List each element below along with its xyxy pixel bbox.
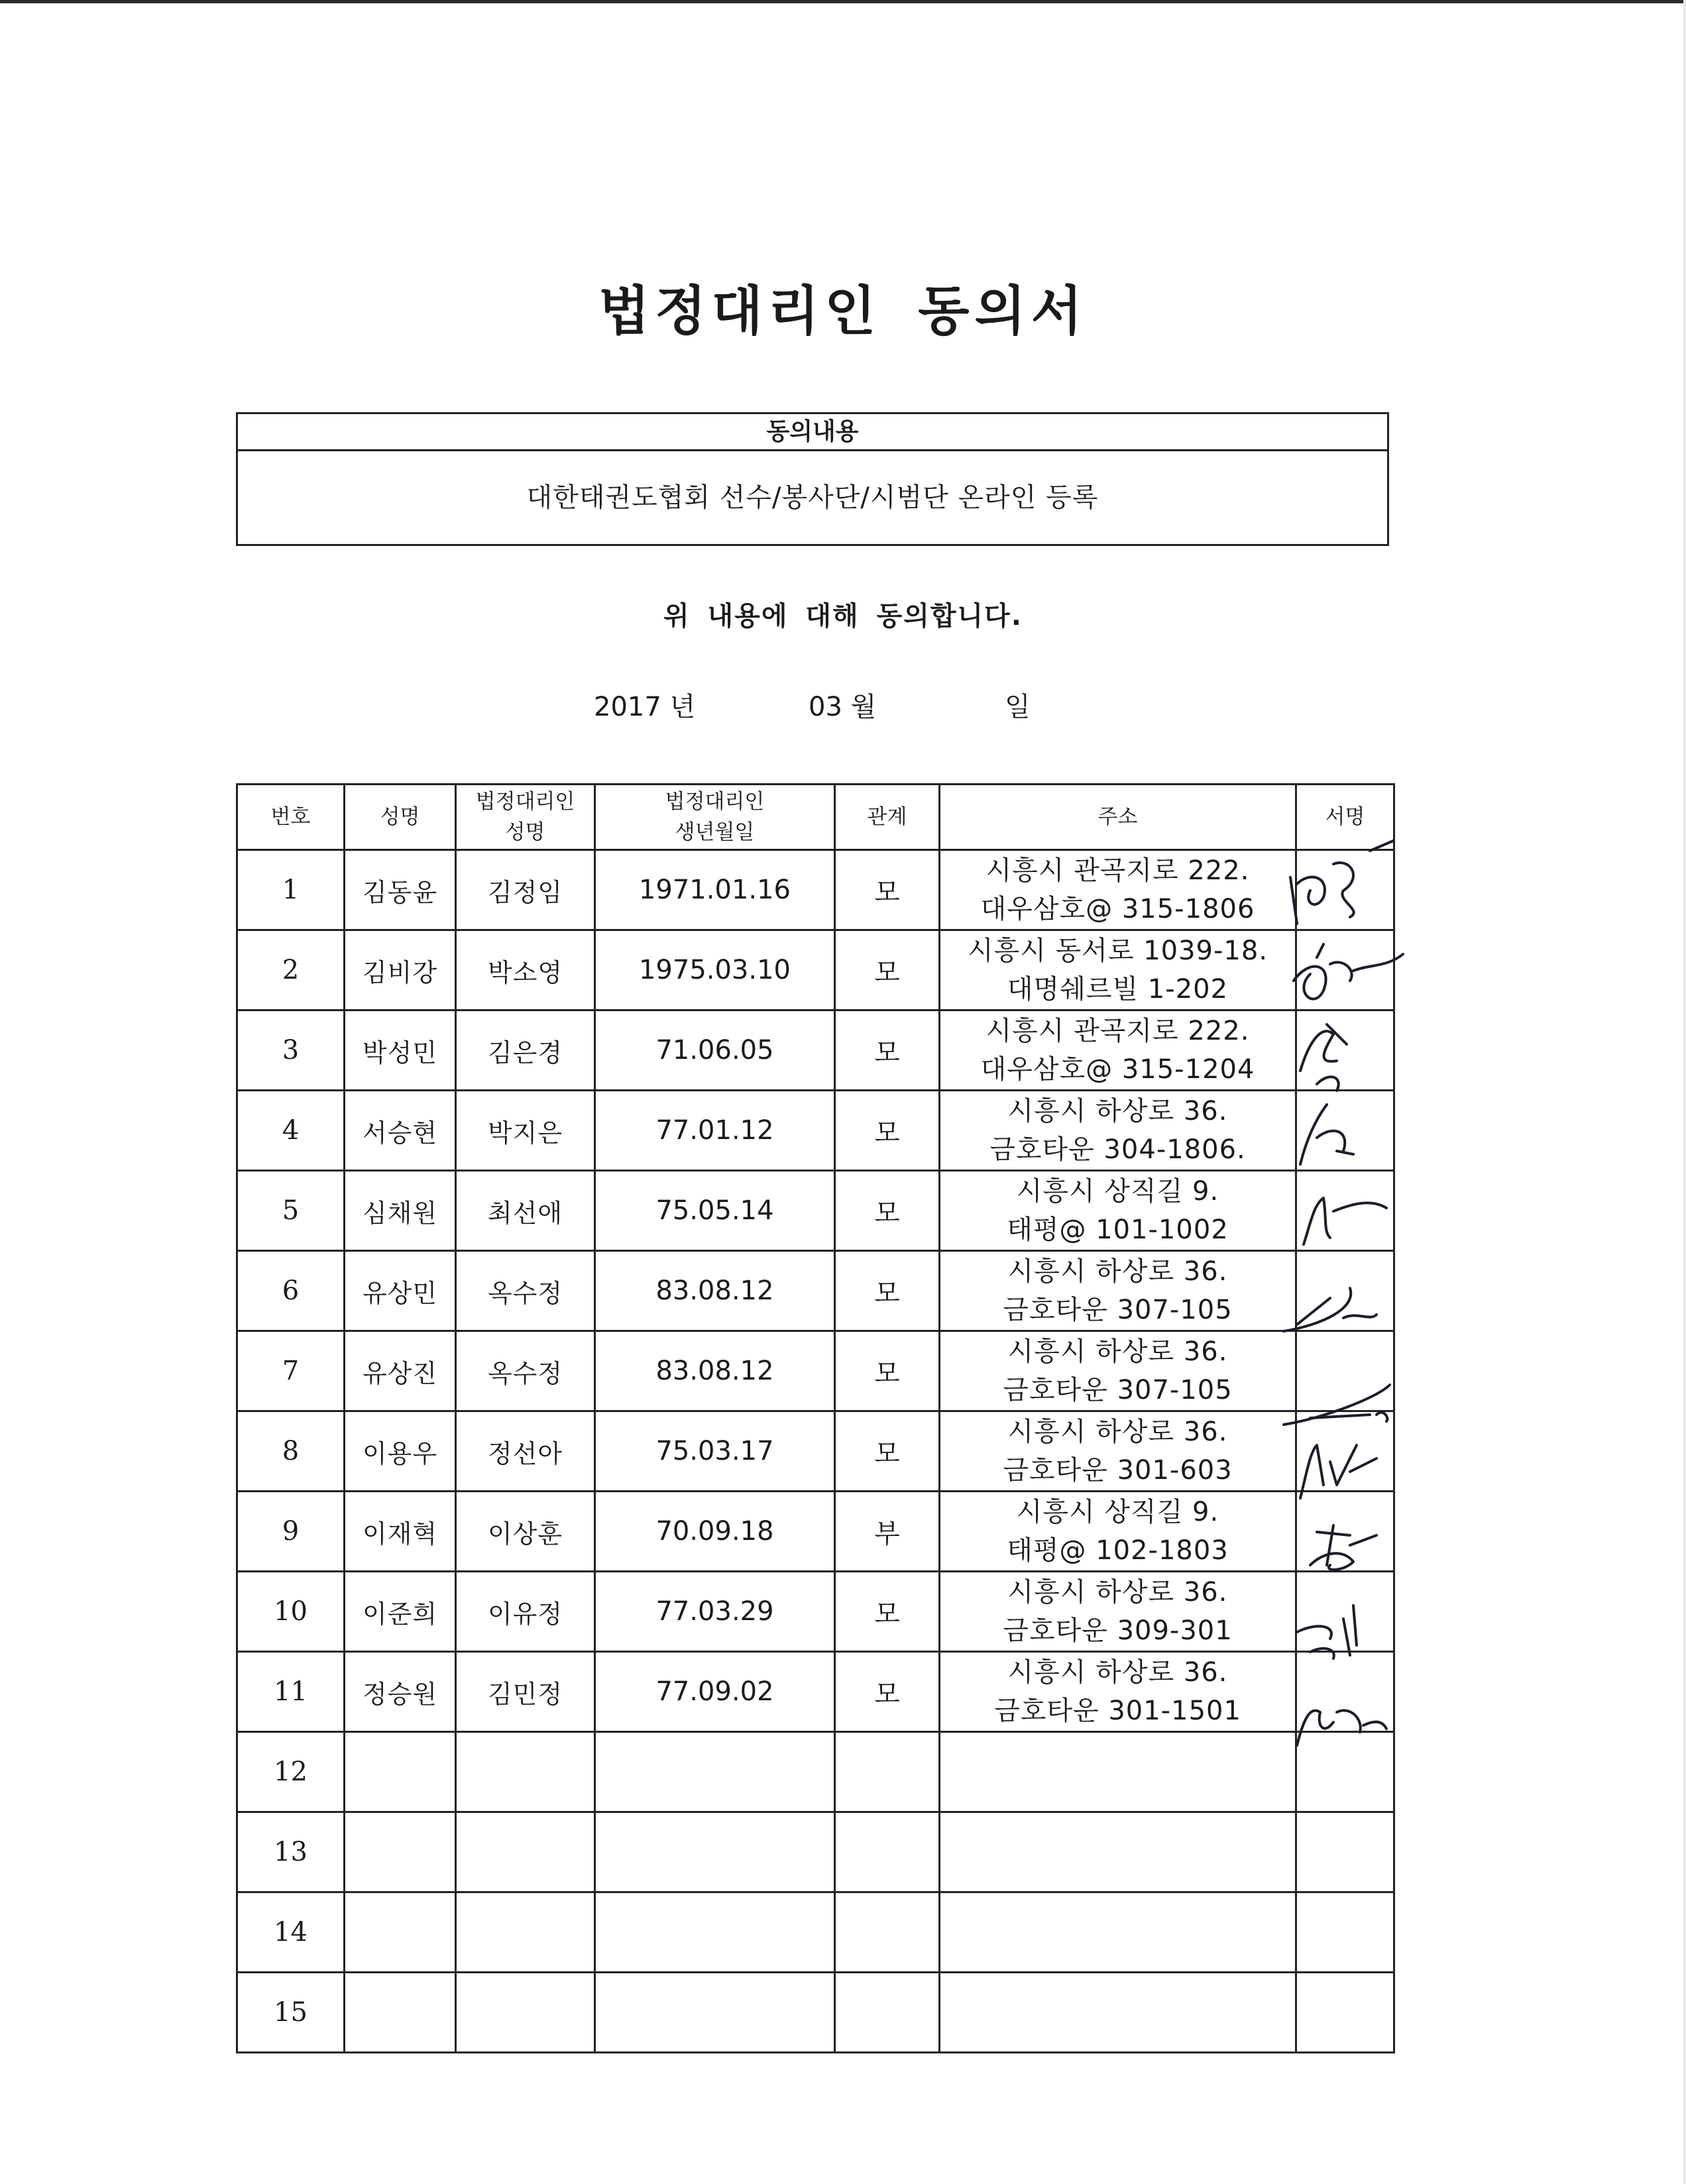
row-name <box>345 1892 456 1973</box>
row-name: 정승원 <box>345 1652 456 1732</box>
consent-text: 대한태권도협회 선수/봉사단/시범단 온라인 등록 <box>526 482 1099 513</box>
row-relation <box>835 1732 940 1812</box>
header-rep-name-line1: 법정대리인 <box>475 790 575 814</box>
signature-stroke <box>1294 944 1403 999</box>
row-name: 이준희 <box>345 1572 456 1652</box>
row-address-line1: 시흥시 상직길 9. <box>1016 1176 1219 1207</box>
row-signature <box>1296 1652 1394 1732</box>
row-name <box>345 1812 456 1892</box>
row-rep-birth <box>595 1973 835 2053</box>
row-address <box>940 1812 1296 1892</box>
document-title: 법정대리인 동의서 <box>598 280 1088 342</box>
row-rep-name: 김정임 <box>456 850 595 930</box>
table-row <box>237 1331 1394 1411</box>
row-name: 김동윤 <box>345 850 456 930</box>
row-address-line2: 금호타운 307-105 <box>1003 1295 1233 1325</box>
row-rep-birth: 75.03.17 <box>595 1411 835 1492</box>
row-no: 7 <box>237 1331 345 1411</box>
row-address <box>940 850 1296 930</box>
row-address-line2: 금호타운 304-1806. <box>989 1134 1246 1165</box>
row-rep-name: 김은경 <box>456 1010 595 1091</box>
row-address-line1: 시흥시 하상로 36. <box>1007 1337 1228 1367</box>
table-row <box>237 1251 1394 1331</box>
date-month: 03 월 <box>809 692 877 722</box>
row-address <box>940 1251 1296 1331</box>
row-signature <box>1296 1892 1394 1973</box>
header-signature: 서명 <box>1296 785 1394 850</box>
row-address-line2: 대우삼호@ 315-1204 <box>980 1054 1255 1085</box>
row-rep-name: 이상훈 <box>456 1492 595 1572</box>
table-row <box>237 1973 1394 2053</box>
row-address <box>940 1732 1296 1812</box>
row-address-line2: 금호타운 301-1501 <box>994 1696 1241 1726</box>
row-address-line2: 대명쉐르빌 1-202 <box>1007 974 1229 1005</box>
consent-box <box>236 412 1389 546</box>
row-signature <box>1296 1812 1394 1892</box>
row-name: 심채원 <box>345 1171 456 1251</box>
row-rep-birth: 83.08.12 <box>595 1331 835 1411</box>
row-address <box>940 1331 1296 1411</box>
row-relation: 모 <box>835 1251 940 1331</box>
row-name: 박성민 <box>345 1010 456 1091</box>
header-address: 주소 <box>940 785 1296 850</box>
row-no: 5 <box>237 1171 345 1251</box>
row-relation: 모 <box>835 1411 940 1492</box>
row-no: 10 <box>237 1572 345 1652</box>
row-rep-name: 옥수정 <box>456 1331 595 1411</box>
header-no: 번호 <box>237 785 345 850</box>
row-rep-birth: 70.09.18 <box>595 1492 835 1572</box>
row-no: 2 <box>237 930 345 1010</box>
row-no: 15 <box>237 1973 345 2053</box>
row-name <box>345 1973 456 2053</box>
row-rep-name <box>456 1892 595 1973</box>
handwritten-signature <box>1270 1639 1416 1739</box>
row-address-line1: 시흥시 하상로 36. <box>1007 1096 1228 1126</box>
row-rep-name <box>456 1812 595 1892</box>
signature-stroke <box>1290 841 1393 924</box>
row-relation: 모 <box>835 930 940 1010</box>
table-row <box>237 1091 1394 1171</box>
row-relation: 모 <box>835 850 940 930</box>
row-no: 1 <box>237 850 345 930</box>
row-relation: 모 <box>835 1171 940 1251</box>
row-no: 11 <box>237 1652 345 1732</box>
row-relation: 모 <box>835 1572 940 1652</box>
table-row <box>237 1492 1394 1572</box>
header-relation: 관계 <box>835 785 940 850</box>
row-address-line1: 시흥시 상직길 9. <box>1016 1497 1219 1527</box>
row-address <box>940 1492 1296 1572</box>
row-rep-birth <box>595 1732 835 1812</box>
row-address <box>940 1171 1296 1251</box>
row-no: 12 <box>237 1732 345 1812</box>
row-rep-birth: 1971.01.16 <box>595 850 835 930</box>
guardian-consent-table <box>236 783 1395 2053</box>
row-address-line1: 시흥시 하상로 36. <box>1007 1256 1228 1287</box>
row-no: 3 <box>237 1010 345 1091</box>
row-address-line2: 금호타운 309-301 <box>1003 1615 1233 1646</box>
table-row <box>237 1171 1394 1251</box>
row-name: 서승현 <box>345 1091 456 1171</box>
table-row <box>237 1652 1394 1732</box>
row-name: 이용우 <box>345 1411 456 1492</box>
row-rep-name: 김민정 <box>456 1652 595 1732</box>
row-address-line1: 시흥시 하상로 36. <box>1007 1657 1228 1688</box>
row-rep-birth: 77.03.29 <box>595 1572 835 1652</box>
row-address <box>940 1572 1296 1652</box>
row-address-line2: 태평@ 101-1002 <box>1007 1215 1229 1245</box>
row-address-line1: 시흥시 관곡지로 222. <box>985 1016 1250 1046</box>
row-address <box>940 1411 1296 1492</box>
row-signature <box>1296 1732 1394 1812</box>
row-rep-birth: 77.01.12 <box>595 1091 835 1171</box>
row-name: 유상진 <box>345 1331 456 1411</box>
table-row <box>237 1732 1394 1812</box>
row-rep-birth <box>595 1812 835 1892</box>
row-no: 13 <box>237 1812 345 1892</box>
row-address-line1: 시흥시 동서로 1039-18. <box>967 936 1268 966</box>
row-relation <box>835 1973 940 2053</box>
header-rep-name-line2: 성명 <box>505 820 545 844</box>
row-signature <box>1296 1973 1394 2053</box>
row-no: 14 <box>237 1892 345 1973</box>
row-address-line2: 금호타운 307-105 <box>1003 1375 1233 1405</box>
row-relation: 부 <box>835 1492 940 1572</box>
row-address-line1: 시흥시 관곡지로 222. <box>985 855 1250 886</box>
row-address <box>940 1652 1296 1732</box>
row-rep-name: 이유정 <box>456 1572 595 1652</box>
row-address-line1: 시흥시 하상로 36. <box>1007 1577 1228 1608</box>
table-row <box>237 850 1394 930</box>
row-relation <box>835 1812 940 1892</box>
header-rep-birth <box>595 785 835 850</box>
row-no: 8 <box>237 1411 345 1492</box>
row-name <box>345 1732 456 1812</box>
date-day: 일 <box>1005 692 1031 722</box>
row-address <box>940 1973 1296 2053</box>
row-rep-birth <box>595 1892 835 1973</box>
row-relation <box>835 1892 940 1973</box>
row-rep-birth: 1975.03.10 <box>595 930 835 1010</box>
row-address-line2: 대우삼호@ 315-1806 <box>980 894 1255 924</box>
row-address-line2: 태평@ 102-1803 <box>1007 1535 1229 1566</box>
row-rep-name: 옥수정 <box>456 1251 595 1331</box>
row-address <box>940 1892 1296 1973</box>
signature-stroke <box>1304 1198 1386 1244</box>
row-rep-name: 최선애 <box>456 1171 595 1251</box>
header-name: 성명 <box>345 785 456 850</box>
row-address <box>940 930 1296 1010</box>
table-row <box>237 1812 1394 1892</box>
row-relation: 모 <box>835 1652 940 1732</box>
row-rep-birth: 71.06.05 <box>595 1010 835 1091</box>
header-rep-birth-line2: 생년월일 <box>675 820 755 844</box>
row-address-line1: 시흥시 하상로 36. <box>1007 1417 1228 1447</box>
row-relation: 모 <box>835 1331 940 1411</box>
date-year: 2017 년 <box>594 692 696 722</box>
signature-stroke <box>1300 1105 1353 1164</box>
row-no: 9 <box>237 1492 345 1572</box>
row-rep-name: 박소영 <box>456 930 595 1010</box>
row-address <box>940 1091 1296 1171</box>
row-rep-name <box>456 1732 595 1812</box>
table-row <box>237 1010 1394 1091</box>
table-row <box>237 1572 1394 1652</box>
consent-heading: 동의내용 <box>238 414 1387 451</box>
row-rep-name: 박지은 <box>456 1091 595 1171</box>
table-row <box>237 1892 1394 1973</box>
row-rep-birth: 77.09.02 <box>595 1652 835 1732</box>
row-name: 김비강 <box>345 930 456 1010</box>
scan-top-edge <box>0 0 1686 3</box>
header-rep-name <box>456 785 595 850</box>
row-address <box>940 1010 1296 1091</box>
row-rep-birth: 83.08.12 <box>595 1251 835 1331</box>
header-rep-birth-line1: 법정대리인 <box>665 790 765 814</box>
table-row <box>237 930 1394 1010</box>
table-row <box>237 1411 1394 1492</box>
table-header-row <box>237 785 1394 850</box>
row-rep-birth: 75.05.14 <box>595 1171 835 1251</box>
row-name: 유상민 <box>345 1251 456 1331</box>
row-rep-name: 정선아 <box>456 1411 595 1492</box>
row-no: 4 <box>237 1091 345 1171</box>
agreement-statement: 위 내용에 대해 동의합니다. <box>663 601 1023 631</box>
row-address-line2: 금호타운 301-603 <box>1003 1455 1233 1486</box>
row-rep-name <box>456 1973 595 2053</box>
row-no: 6 <box>237 1251 345 1331</box>
row-name: 이재혁 <box>345 1492 456 1572</box>
row-relation: 모 <box>835 1091 940 1171</box>
row-relation: 모 <box>835 1010 940 1091</box>
